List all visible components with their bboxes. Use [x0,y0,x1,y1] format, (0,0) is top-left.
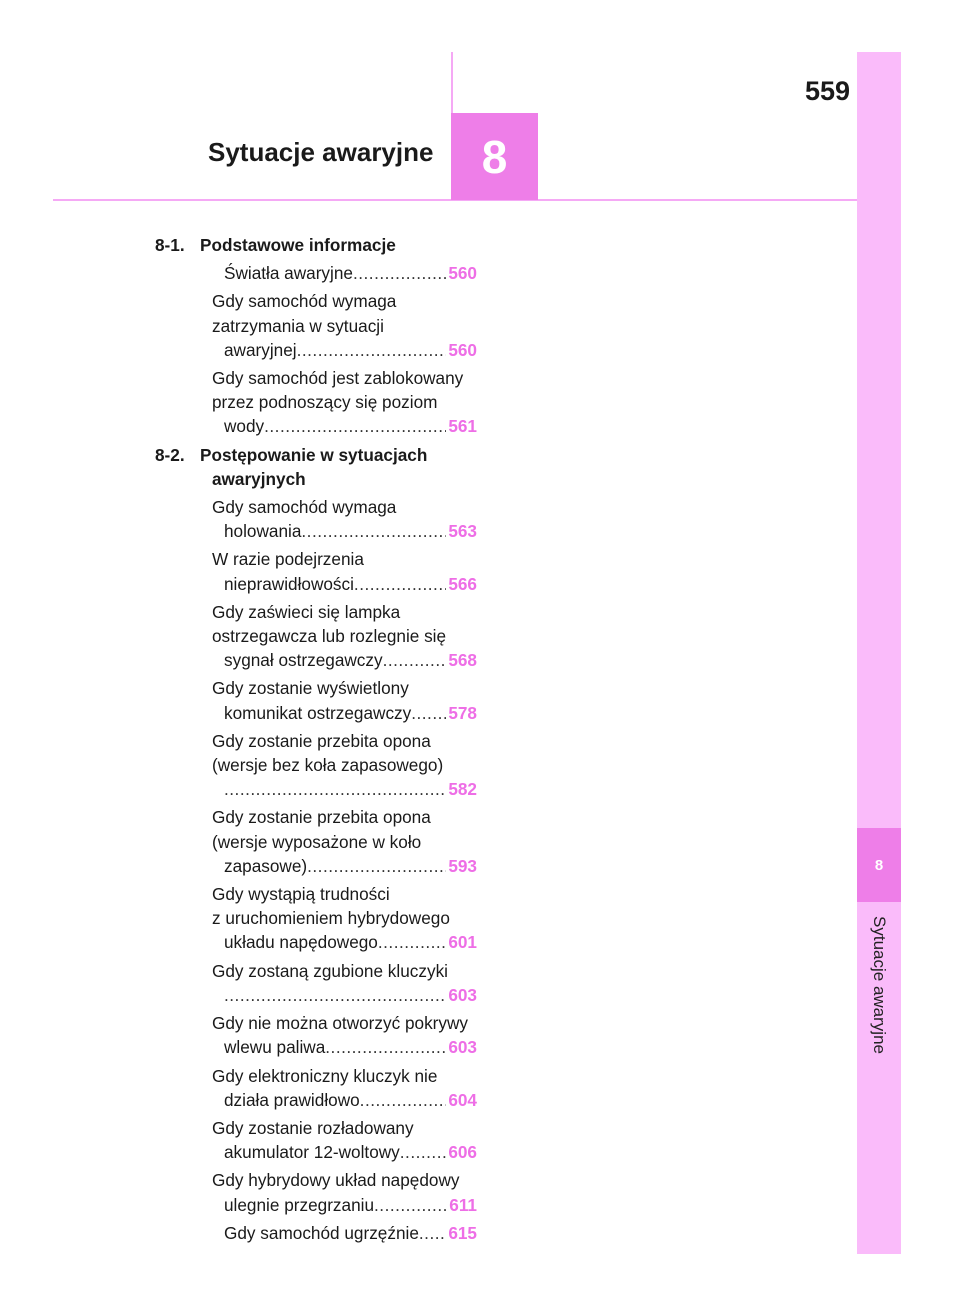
toc-entry-text: ulegnie przegrzaniu ..... 611 [224,1193,477,1217]
toc-entry-text: Gdy zaświeci się lampka [212,601,401,622]
table-of-contents [155,233,477,1249]
toc-entry-text: Gdy samochód jest zablokowany [212,368,464,389]
toc-entry[interactable] [155,1168,477,1216]
dot-leader [374,1193,447,1217]
dot-leader [264,414,446,438]
page-number: 559 [804,76,850,106]
toc-entry[interactable] [155,959,477,1007]
toc-entry-text: (wersje wyposażone w koło [212,831,422,852]
toc-entry-text [224,777,477,801]
toc-page-link[interactable]: 566 [448,573,477,594]
toc-entry-text: działa prawidłowo ..... 604 [224,1088,477,1112]
dot-leader [378,930,446,954]
toc-page-link[interactable]: 561 [448,416,477,437]
toc-page-link[interactable]: 560 [448,339,477,360]
section-number: 8-1. [155,235,185,255]
section-number: 8-2. [155,444,185,465]
dot-leader [297,338,447,362]
toc-entry-text: akumulator 12-woltowy ..... 606 [224,1140,477,1164]
dot-leader [224,983,446,1007]
toc-entry[interactable] [155,261,477,285]
toc-entry-text: sygnał ostrzegawczy ..... 568 [224,648,477,672]
side-tab [857,52,901,1254]
toc-entry[interactable] [155,547,477,595]
toc-entry[interactable] [155,1221,477,1245]
toc-entry-text: holowania ..... 563 [224,519,477,543]
toc-entry[interactable] [155,1116,477,1164]
toc-section-heading [155,233,477,257]
toc-entry[interactable] [155,882,477,955]
toc-entry-text: wody ..... 561 [224,414,477,438]
toc-page-link[interactable]: 593 [448,855,477,876]
toc-page-link[interactable]: 601 [448,932,477,953]
dot-leader [411,701,446,725]
toc-entry[interactable] [155,676,477,724]
toc-entry[interactable] [155,366,477,439]
toc-page-link[interactable]: 560 [448,263,477,284]
toc-entry[interactable] [155,805,477,878]
toc-entry-text: Gdy zostanie rozładowany [212,1117,414,1138]
toc-entry-text: Gdy wystąpią trudności [212,884,390,905]
toc-entry-text: Gdy samochód ugrzęźnie ..... 615 [224,1221,477,1245]
toc-entry-text: z uruchomieniem hybrydowego [212,908,450,929]
toc-section-heading [155,443,477,491]
toc-entry[interactable] [155,600,477,673]
dot-leader [224,777,446,801]
dot-leader [400,1140,447,1164]
toc-page-link[interactable]: 611 [449,1194,477,1215]
toc-page-link[interactable]: 563 [448,521,477,542]
section-title: Podstawowe informacje [200,235,396,255]
toc-entry[interactable] [155,289,477,362]
toc-entry-text: Gdy zostanie przebita opona [212,807,431,828]
chapter-title: Sytuacje awaryjne [208,137,434,167]
toc-entry-text: Światła awaryjne ..... 560 [224,261,477,285]
dot-leader [354,572,446,596]
toc-entry-text: zapasowe) ..... 593 [224,854,477,878]
chapter-number-box: 8 [451,113,538,200]
toc-entry-text: przez podnoszący się poziom [212,392,438,413]
toc-entry[interactable] [155,495,477,543]
toc-entry-text: Gdy samochód wymaga [212,497,397,518]
toc-entry-text: (wersje bez koła zapasowego) [212,755,444,776]
toc-page-link[interactable]: 615 [448,1222,477,1243]
toc-entry[interactable] [155,1011,477,1059]
toc-page-link[interactable]: 603 [448,984,477,1005]
dot-leader [353,261,446,285]
toc-page-link[interactable]: 582 [448,779,477,800]
toc-entry[interactable] [155,729,477,802]
toc-entry-text: awaryjnej ..... 560 [224,338,477,362]
dot-leader [383,648,447,672]
toc-entry-text: wlewu paliwa ..... 603 [224,1035,477,1059]
dot-leader [325,1035,446,1059]
toc-entry-text: komunikat ostrzegawczy ..... 578 [224,701,477,725]
side-tab-chapter-number[interactable]: 8 [857,828,901,902]
section-title: Postępowanie w sytuacjach awaryjnych [200,444,428,489]
toc-page-link[interactable]: 603 [448,1037,477,1058]
toc-entry-text: Gdy zostaną zgubione kluczyki [212,960,448,981]
dot-leader [419,1221,446,1245]
toc-entry-text: Gdy hybrydowy układ napędowy [212,1170,460,1191]
toc-entry-text: Gdy nie można otworzyć pokrywy [212,1013,468,1034]
toc-entry-text: Gdy elektroniczny kluczyk nie [212,1065,438,1086]
toc-page-link[interactable]: 568 [448,650,477,671]
toc-page-link[interactable]: 578 [448,702,477,723]
dot-leader [360,1088,447,1112]
toc-entry[interactable] [155,1064,477,1112]
toc-entry-text: nieprawidłowości ..... 566 [224,572,477,596]
toc-entry-text: układu napędowego ..... 601 [224,930,477,954]
toc-entry-text: zatrzymania w sytuacji [212,315,384,336]
toc-entry-text: W razie podejrzenia [212,549,364,570]
toc-page-link[interactable]: 604 [448,1089,477,1110]
toc-entry-text: Gdy zostanie przebita opona [212,730,431,751]
dot-leader [307,854,446,878]
toc-entry-text: Gdy zostanie wyświetlony [212,678,409,699]
toc-entry-text: Gdy samochód wymaga [212,291,397,312]
dot-leader [301,519,446,543]
side-tab-label: Sytuacje awaryjne [870,916,889,1054]
toc-entry-text: ostrzegawcza lub rozlegnie się [212,626,447,647]
toc-page-link[interactable]: 606 [448,1142,477,1163]
toc-entry-text [224,983,477,1007]
